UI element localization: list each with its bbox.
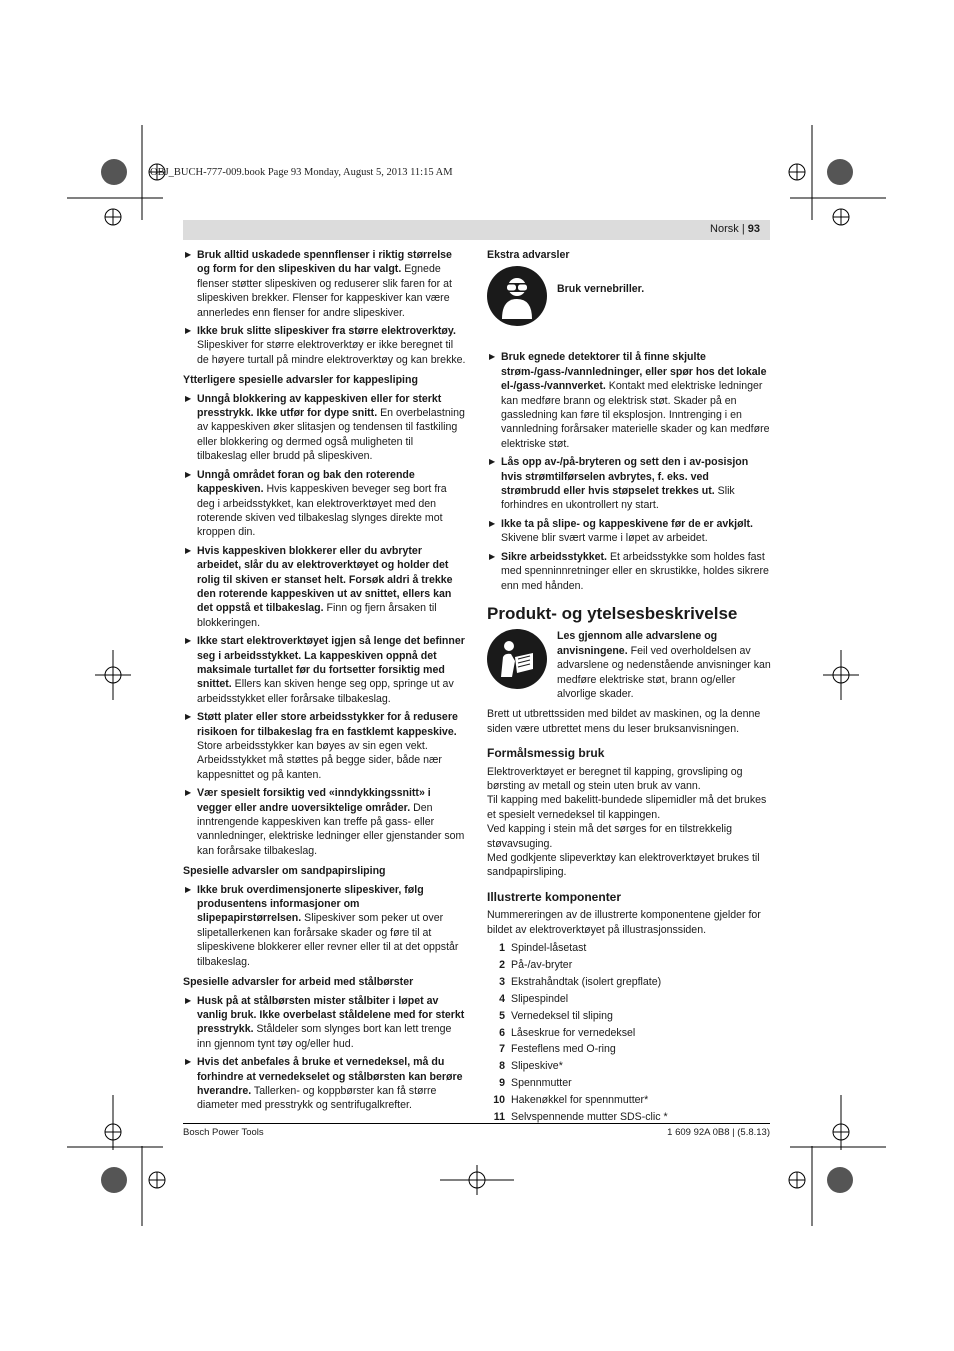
footer-rule <box>183 1123 770 1124</box>
list-item: ▶ Hvis kappeskiven blokkerer eller du avbryter arbeidet, slår du av elektroverktøyet og holder det rolig til skiven er stanset helt. Forsøk aldri å trekke den roterende kappeskiven ut av snittet, ellers kan det oppstå et tilbakeslag. Finn og fjern årsaken til blokkeringen. <box>183 544 466 630</box>
component-label: Ekstrahåndtak (isolert grepflate) <box>511 975 662 988</box>
safety-goggles-icon <box>487 266 547 326</box>
right-column <box>487 248 771 1127</box>
list-item: ▶ Ikke bruk slitte slipeskiver fra større elektroverktøy. Slipeskiver for større elektroverktøy er ikke beregnet til de høyere turtall på mindre elektroverktøy og kan brekke. <box>183 324 466 367</box>
list-item <box>487 1042 771 1056</box>
list-item <box>487 975 771 989</box>
section-subheading: Ekstra advarsler <box>487 249 570 261</box>
goggles-warning <box>487 266 771 326</box>
list-item <box>487 1026 771 1040</box>
component-number: 10 <box>493 1094 505 1107</box>
footer-brand: Bosch Power Tools <box>183 1127 264 1138</box>
paragraph: Med godkjente slipeverktøy kan elektroverktøyet brukes til sandpapirsliping. <box>487 852 760 879</box>
paragraph: Elektroverktøyet er beregnet til kapping, grovsliping og børsting av metall og stein uten bruk av vann. <box>487 765 743 792</box>
component-number: 1 <box>499 942 505 955</box>
list-item <box>487 1009 771 1023</box>
goggles-label: Bruk vernebriller. <box>557 283 645 296</box>
list-item <box>487 958 771 972</box>
component-label: Selvspennende mutter SDS-clic * <box>511 1111 668 1124</box>
list-item: ▶ Bruk egnede detektorer til å finne skjulte strøm-/gass-/vannledninger, eller spør hos det lokale el-/gass-/vannverket. Kontakt med elektriske ledninger kan medføre brann og elektrisk støt. Skader på en gassledning kan føre til eksplosjon. Inntrenging i en vannledning forårsaker materielle skader og kan medføre elektriske støt. <box>487 350 771 451</box>
component-label: Hakenøkkel for spennmutter* <box>511 1094 649 1107</box>
section-subheading: Spesielle advarsler for arbeid med stålbørster <box>183 976 414 989</box>
list-item <box>487 1093 771 1107</box>
component-number: 6 <box>499 1026 505 1039</box>
header-text: Norsk | 93 <box>710 223 760 235</box>
list-item: ▶ Lås opp av-/på-bryteren og sett den i av-posisjon hvis strømtilførselen avbrytes, f. eks. ved strømbrudd eller hvis støpselet trekkes ut. Slik forhindres en ukontrollert ny start. <box>487 455 771 513</box>
read-manual-icon <box>487 629 547 689</box>
paragraph: Ved kapping i stein må det sørges for en tilstrekkelig støvavsuging. <box>487 823 732 850</box>
left-column <box>183 248 466 1117</box>
list-item: ▶ Unngå området foran og bak den roterende kappeskiven. Hvis kappeskiven beveger seg bort fra deg i arbeidsstykket, kan elektroverktøyet med den roterende skiven ved tilbakeslag slynges direkte mot kroppen din. <box>183 468 466 540</box>
component-label: Låseskrue for vernedeksel <box>511 1026 636 1039</box>
subsection-heading: Illustrerte komponenter <box>487 889 622 904</box>
list-item: ▶ Vær spesielt forsiktig ved «inndykkingssnitt» i vegger eller andre uoversiktelige områder. Den inntrengende kappeskiven kan treffe på gass- eller vannledninger, elektriske ledninger eller gjenstander som kan forårsake tilbakeslag. <box>183 786 466 858</box>
page-number: 93 <box>747 223 760 235</box>
foldout-note: Brett ut utbrettssiden med bildet av maskinen, og la denne siden være utbrettet mens du leser bruksanvisningen. <box>487 708 761 735</box>
paragraph: Til kapping med bakelitt-bundede slipemidler må det brukes et spesielt vernedeksel til kappingen. <box>487 794 767 821</box>
list-item: ▶ Unngå blokkering av kappeskiven eller for sterkt presstrykk. Ikke utfør for dype snitt. En overbelastning av kappeskiven øker slitasjen og tendensen til fastkiling eller blokkering og dermed også muligheten til tilbakeslag eller brudd på slipeskiven. <box>183 392 466 464</box>
list-item: ▶ Hvis det anbefales å bruke et vernedeksel, må du forhindre at vernedekselet og stålbørsten kan berøre hverandre. Tallerken- og koppbørster kan få større diameter med presstrykk og sentrifugalkrefter. <box>183 1055 466 1113</box>
component-number: 3 <box>499 975 505 988</box>
section-subheading: Ytterligere spesielle advarsler for kappesliping <box>183 374 418 387</box>
list-item <box>487 1076 771 1090</box>
list-item: ▶ Ikke bruk overdimensjonerte slipeskiver, følg produsentens informasjoner om slipepapirstørrelsen. Slipeskiver som peker ut over slipetallerkenen kan forårsake skader og føre til at slipeskivene blokkerer eller revner eller til at det oppstår tilbakeslag. <box>183 883 466 969</box>
component-label: Spindel-låsetast <box>511 942 587 955</box>
list-item: ▶ Ikke start elektroverktøyet igjen så lenge det befinner seg i arbeidsstykket. La kappeskiven oppnå det maksimale turtallet før du fortsetter forsiktig med snittet. Ellers kan skiven henge seg opp, springe ut av arbeidsstykket eller forårsake tilbakeslag. <box>183 634 466 706</box>
component-label: Vernedeksel til sliping <box>511 1009 613 1022</box>
component-label: Festeflens med O-ring <box>511 1043 616 1056</box>
list-item: ▶ Støtt plater eller store arbeidsstykker for å redusere risikoen for tilbakeslag fra en fastklemt kappeskive. Store arbeidsstykker kan bøyes av sin egen vekt. Arbeidsstykket må støttes på begge sider, både nær kappesnittet og på kanten. <box>183 710 466 782</box>
component-number: 7 <box>499 1043 505 1056</box>
list-item: ▶ Sikre arbeidsstykket. Et arbeidsstykke som holdes fast med spenninnretninger eller en skrustikke, holdes sikrere enn med hånden. <box>487 550 771 593</box>
component-number: 5 <box>499 1009 505 1022</box>
list-item: ▶ Husk på at stålbørsten mister stålbiter i løpet av vanlig bruk. Ikke overbelast ståldelene med for sterkt presstrykk. Ståldeler som slynges bort kan lett trenge inn gjennom tynt tøy og/eller hud. <box>183 994 466 1052</box>
component-label: Spennmutter <box>511 1077 572 1090</box>
list-item <box>487 1059 771 1073</box>
list-item: ▶ Bruk alltid uskadede spennflenser i riktig størrelse og form for den slipeskiven du har valgt. Egnede flenser støtter slipeskiven og reduserer slik faren for at slipeskiven brekker. Flenser for kappeskiver kan være annerledes enn flenser for andre slipeskiver. <box>183 248 466 320</box>
paragraph: Nummereringen av de illustrerte komponentene gjelder for bildet av elektroverktøyet på illustrasjonssiden. <box>487 909 761 936</box>
print-info-line: OBJ_BUCH-777-009.book Page 93 Monday, August 5, 2013 11:15 AM <box>150 167 453 178</box>
list-item <box>487 992 771 1006</box>
read-manual-warning: Les gjennom alle advarslene og anvisningene. Feil ved overholdelsen av advarslene og nedenstående anvisninger kan medføre elektriske støt, brann og/eller alvorlige skader. <box>487 629 771 701</box>
list-item <box>487 941 771 955</box>
footer-docnumber: 1 609 92A 0B8 | (5.8.13) <box>667 1127 770 1138</box>
header-language: Norsk <box>710 223 739 235</box>
component-number: 4 <box>499 992 505 1005</box>
page-header <box>183 220 770 240</box>
component-number: 11 <box>493 1111 505 1124</box>
component-number: 2 <box>499 958 505 971</box>
list-item: ▶ Ikke ta på slipe- og kappeskivene før de er avkjølt. Skivene blir svært varme i løpet av arbeidet. <box>487 517 771 546</box>
section-subheading: Spesielle advarsler om sandpapirsliping <box>183 865 386 878</box>
component-label: Slipespindel <box>511 992 569 1005</box>
component-list <box>487 941 771 1124</box>
component-label: Slipeskive* <box>511 1060 563 1073</box>
component-number: 8 <box>499 1060 505 1073</box>
component-number: 9 <box>499 1077 505 1090</box>
component-label: På-/av-bryter <box>511 958 573 971</box>
section-heading: Produkt- og ytelsesbeskrivelse <box>487 603 738 623</box>
subsection-heading: Formålsmessig bruk <box>487 746 605 761</box>
